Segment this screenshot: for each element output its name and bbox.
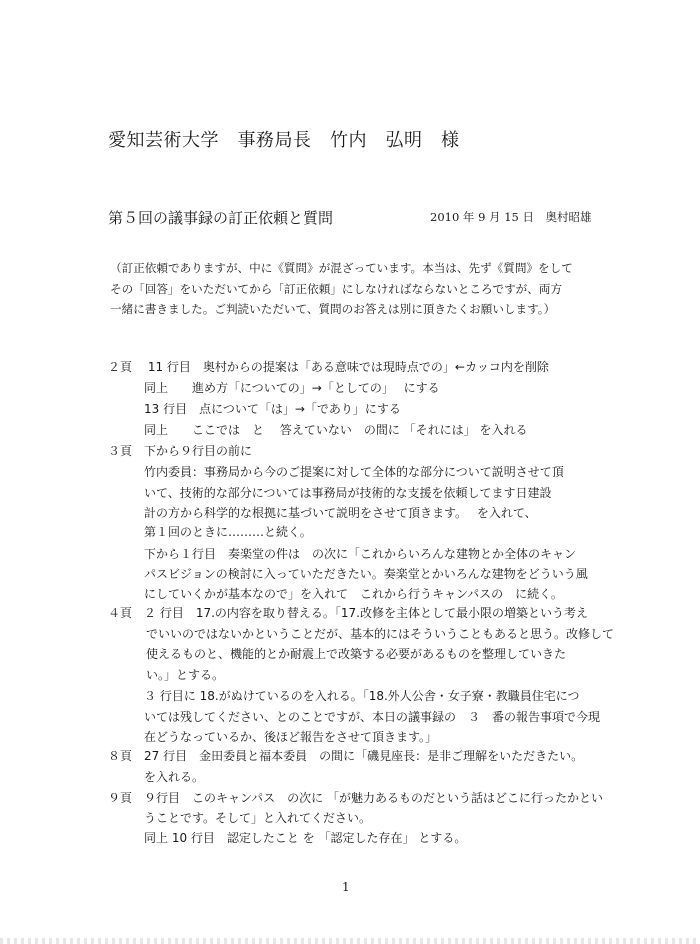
correction-line: パスビジョンの検討に入っていただきたい。奏楽堂とかいろんな建物をどういう風 (144, 567, 588, 581)
scan-edge-divider (0, 938, 700, 944)
correction-line: 13 行目 点について「は」→「であり」にする (144, 402, 401, 416)
preface-note (110, 258, 590, 320)
correction-line: うことです。そして」と入れてください。 (144, 811, 372, 825)
correction-line: にしていくかが基本なので」を入れて これから行うキャンパスの に続く。 (144, 587, 563, 601)
correction-line: 計の方から科学的な根拠に基づいて説明をさせて頂きます。 を入れて、 (144, 506, 537, 520)
correction-line: ４頁 ２ 行目 17.の内容を取り替える。「17.改修を主体として最小限の増築という考え (108, 606, 588, 620)
correction-line: でいいのではないかということだが、基本的にはそういうこともあると思う。改修して (146, 627, 615, 641)
note-line: （訂正依頼でありますが、中に《質問》が混ざっています。本当は、先ず《質問》をして (110, 261, 573, 275)
correction-line: 第１回のときに………と続く。 (144, 525, 312, 539)
correction-line: 在どうなっているか、後ほど報告をさせて頂きます。」 (144, 730, 438, 744)
correction-line: ８頁 27 行目 金田委員と福本委員 の間に「磯見座長：是非ご理解をいただきたい。 (108, 749, 584, 763)
correction-line: 同上 進め方「についての」→「としての」 にする (144, 381, 440, 395)
correction-line: ２頁 11 行目 奥村からの提案は「ある意味では現時点での」←カッコ内を削除 (108, 360, 549, 374)
correction-line: ９頁 ９行目 このキャンパス の次に 「が魅力あるものだという話はどこに行ったかとい (108, 791, 603, 805)
note-line: その「回答」をいただいてから「訂正依頼」にしなければならないところですが、両方 (110, 281, 563, 296)
correction-line: 同上 ここでは と 答えていない の間に 「それには」 を入れる (144, 423, 528, 437)
correction-line: 同上 10 行目 認定したこと を 「認定した存在」 とする。 (144, 831, 467, 845)
addressee: 愛知芸術大学 事務局長 竹内 弘明 様 (108, 130, 460, 151)
correction-line: いて、技術的な部分については事務局が技術的な支援を依頼してます日建設 (144, 486, 552, 500)
correction-line: ３ 行目に 18.がぬけているのを入れる。「18.外人公舎・女子寮・教職員住宅につ (144, 689, 580, 703)
note-line: 一緒に書きました。ご判読いただいて、質問のお答えは別に頂きたくお願いします。） (110, 302, 556, 316)
correction-line: いては残してください、とのことですが、本日の議事録の ３ 番の報告事項で今現 (144, 710, 601, 724)
correction-line: い。」とする。 (146, 668, 225, 682)
correction-line: 竹内委員：事務局から今のご提案に対して全体的な部分について説明させて頂 (144, 465, 564, 479)
document-title: 第５回の議事録の訂正依頼と質問 (108, 209, 334, 227)
correction-line: を入れる。 (144, 770, 205, 784)
date-author: 2010 年 9 月 15 日 奥村昭雄 (430, 210, 592, 224)
correction-line: 使えるものと、機能的とか耐震上で改築する必要があるものを整理していきた (146, 647, 567, 661)
correction-line: 下から１行目 奏楽堂の件は の次に「これからいろんな建物とか全体のキャン (144, 547, 577, 561)
correction-line: ３頁 下から９行目の前に (108, 444, 253, 458)
page-number: 1 (342, 880, 350, 894)
